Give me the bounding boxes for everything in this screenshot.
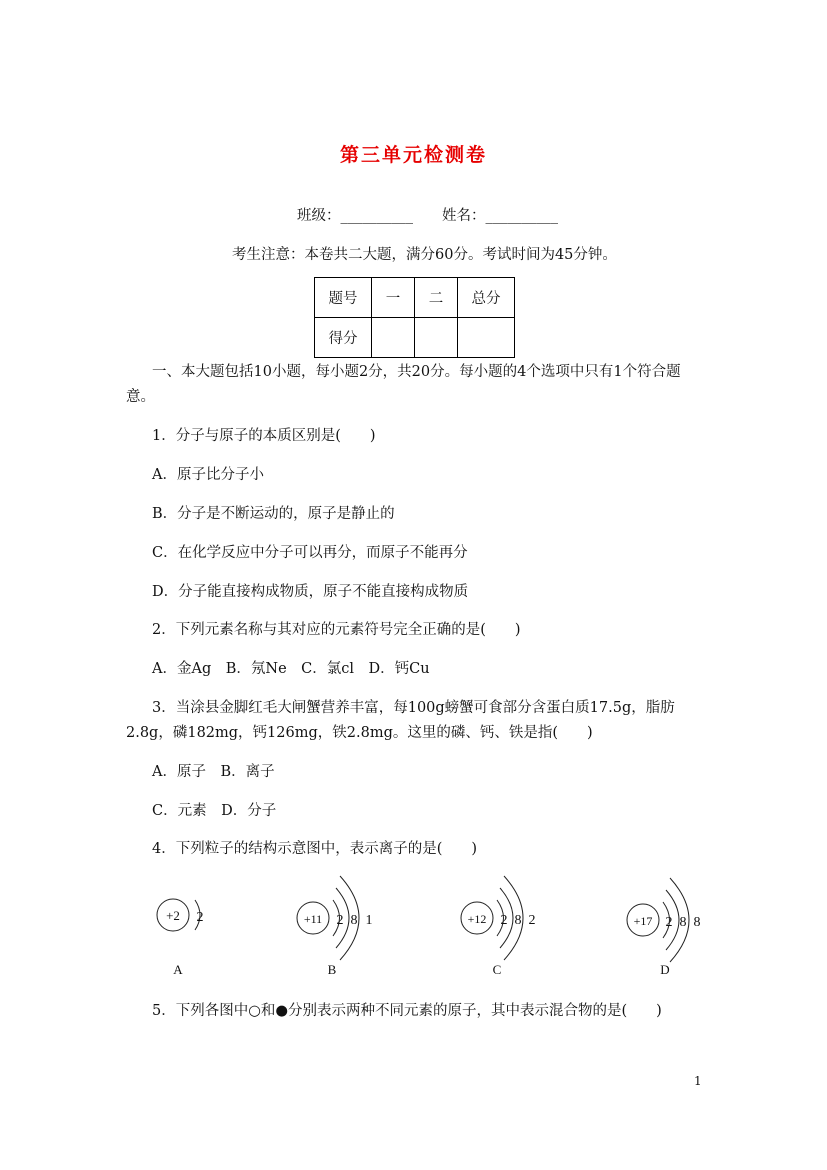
- section-heading-line2: 意。: [126, 389, 155, 405]
- shell-electrons: 2: [528, 913, 536, 928]
- name-field-label: 姓名：__________: [442, 208, 558, 224]
- page-title: 第三单元检测卷: [339, 144, 487, 166]
- question-5-stem: 5．下列各图中○和●分别表示两种不同元素的原子，其中表示混合物的是( ): [152, 1003, 662, 1019]
- question-1-option-c: C．在化学反应中分子可以再分，而原子不能再分: [152, 545, 468, 561]
- atom-diagram-d: [627, 878, 701, 977]
- question-2-options: A．金Ag B．氖Ne C．氯cl D．钙Cu: [152, 661, 430, 677]
- shell-electrons: 2: [196, 910, 204, 925]
- table-row: [315, 318, 515, 358]
- question-1-stem: 1．分子与原子的本质区别是( ): [152, 428, 376, 444]
- shell-electrons: 2: [500, 913, 508, 928]
- shell-electrons: 8: [693, 915, 701, 930]
- atom-diagram-a: [157, 899, 204, 977]
- table-cell: 总分: [458, 278, 515, 318]
- question-3-line2: 2.8g，磷182mg，钙126mg，铁2.8mg。这里的磷、钙、铁是指( ): [126, 725, 593, 741]
- nucleus-charge: +12: [467, 912, 487, 926]
- atom-diagram-c: [461, 876, 536, 977]
- score-table: [314, 277, 515, 358]
- nucleus-charge: +2: [166, 908, 180, 923]
- table-cell: [415, 318, 458, 358]
- shell-electrons: 2: [336, 913, 344, 928]
- atom-diagram-b: [297, 876, 373, 977]
- table-cell: 一: [372, 278, 415, 318]
- table-cell: 二: [415, 278, 458, 318]
- question-3-options-cd: C．元素 D．分子: [152, 803, 277, 819]
- table-cell: [372, 318, 415, 358]
- question-1-option-a: A．原子比分子小: [152, 467, 264, 483]
- shell-electrons: 8: [514, 913, 522, 928]
- question-3-line1: 3．当涂县金脚红毛大闸蟹营养丰富，每100g螃蟹可食部分含蛋白质17.5g，脂肪: [152, 700, 675, 716]
- question-2-stem: 2．下列元素名称与其对应的元素符号完全正确的是( ): [152, 622, 521, 638]
- class-field-label: 班级：__________: [297, 208, 413, 224]
- figure-label: D: [660, 962, 670, 977]
- exam-notice: 考生注意：本卷共二大题，满分60分。考试时间为45分钟。: [232, 247, 617, 263]
- shell-electrons: 8: [679, 915, 687, 930]
- figure-label: A: [173, 962, 183, 977]
- shell-electrons: 1: [365, 913, 373, 928]
- nucleus-charge: +17: [633, 914, 653, 928]
- question-4-stem: 4．下列粒子的结构示意图中，表示离子的是( ): [152, 841, 478, 857]
- question-1-option-d: D．分子能直接构成物质，原子不能直接构成物质: [152, 584, 469, 600]
- section-heading-line1: 一、本大题包括10小题，每小题2分，共20分。每小题的4个选项中只有1个符合题: [152, 364, 681, 380]
- question-1-option-b: B．分子是不断运动的，原子是静止的: [152, 506, 395, 522]
- table-row: [315, 278, 515, 318]
- table-cell: [458, 318, 515, 358]
- figure-label: C: [492, 962, 502, 977]
- table-cell: 得分: [315, 318, 372, 358]
- shell-electrons: 2: [665, 915, 673, 930]
- page-number: 1: [694, 1074, 702, 1088]
- nucleus-charge: +11: [303, 912, 323, 926]
- atom-structure-diagrams: [140, 870, 720, 985]
- shell-electrons: 8: [350, 913, 358, 928]
- table-cell: 题号: [315, 278, 372, 318]
- figure-label: B: [327, 962, 337, 977]
- question-3-options-ab: A．原子 B．离子: [152, 764, 275, 780]
